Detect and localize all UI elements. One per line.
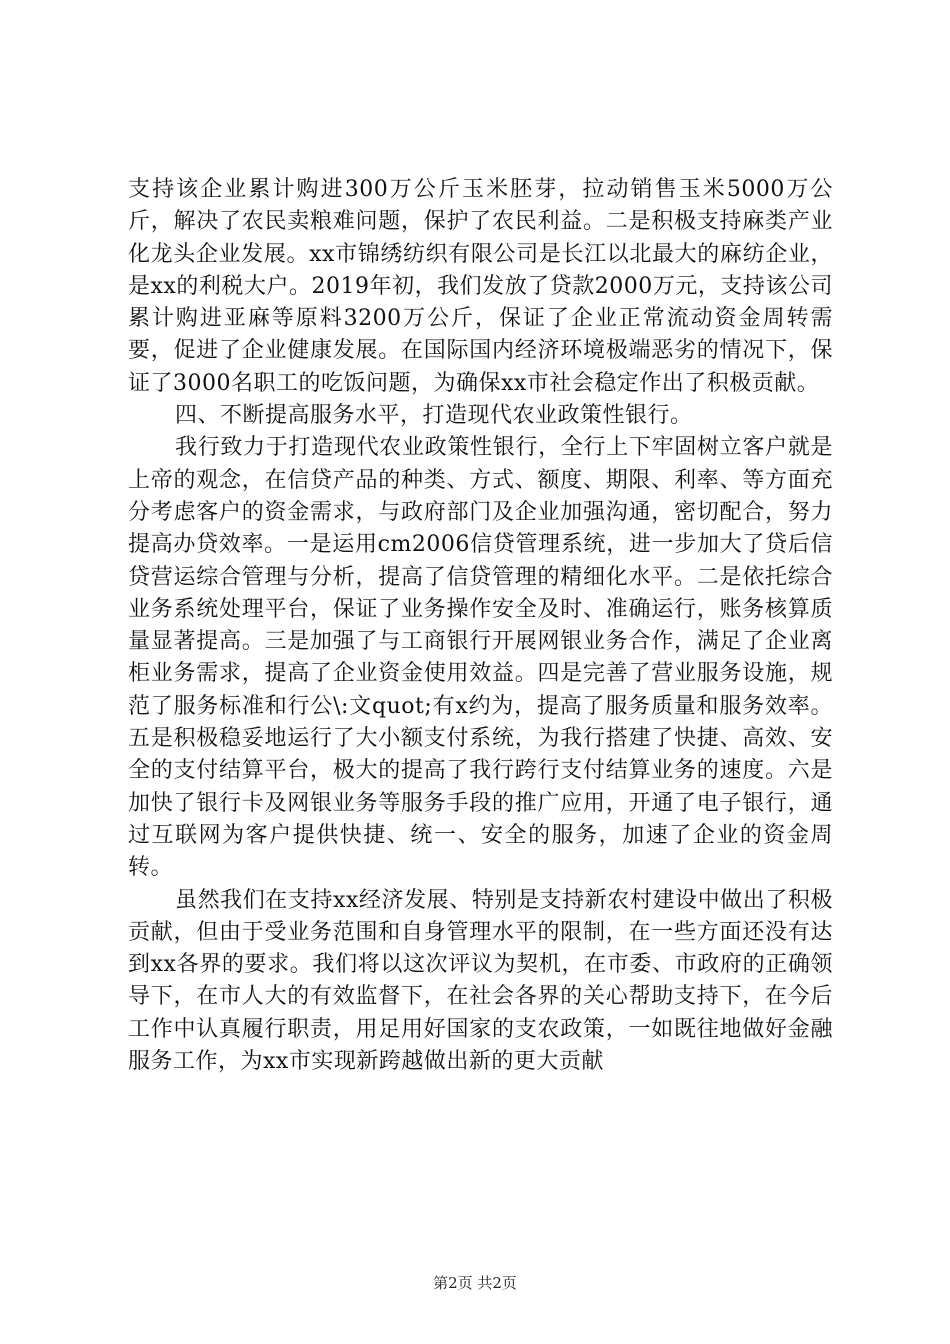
document-body	[128, 174, 833, 1078]
paragraph-continuation: 支持该企业累计购进300万公斤玉米胚芽，拉动销售玉米5000万公斤，解决了农民卖粮难问题，保护了农民利益。二是积极支持麻类产业化龙头企业发展。xx市锦绣纺织有限公司是长江以北最大的麻纺企业，是xx的利税大户。2019年初，我们发放了贷款2000万元，支持该公司累计购进亚麻等原料3200万公斤，保证了企业正常流动资金周转需要，促进了企业健康发展。在国际国内经济环境极端恶劣的情况下，保证了3000名职工的吃饭问题，为确保xx市社会稳定作出了积极贡献。	[128, 177, 833, 396]
page-footer: 第2页 共2页	[433, 1274, 517, 1292]
paragraph-service: 我行致力于打造现代农业政策性银行，全行上下牢固树立客户就是上帝的观念，在信贷产品的种类、方式、额度、期限、利率、等方面充分考虑客户的资金需求，与政府部门及企业加强沟通，密切配合，努力提高办贷效率。一是运用cm2006信贷管理系统，进一步加大了贷后信贷营运综合管理与分析，提高了信贷管理的精细化水平。二是依托综合业务系统处理平台，保证了业务操作安全及时、准确运行，账务核算质量显著提高。三是加强了与工商银行开展网银业务合作，满足了企业离柜业务需求，提高了企业资金使用效益。四是完善了营业服务设施，规范了服务标准和行公\:文quot;有x约为，提高了服务质量和服务效率。五是积极稳妥地运行了大小额支付系统，为我行搭建了快捷、高效、安全的支付结算平台，极大的提高了我行跨行支付结算业务的速度。六是加快了银行卡及网银业务等服务手段的推广应用，开通了电子银行，通过互联网为客户提供快捷、统一、安全的服务，加速了企业的资金周转。	[128, 435, 833, 881]
paragraph-conclusion: 虽然我们在支持xx经济发展、特别是支持新农村建设中做出了积极贡献，但由于受业务范围和自身管理水平的限制，在一些方面还没有达到xx各界的要求。我们将以这次评议为契机，在市委、市政府的正确领导下，在市人大的有效监督下，在社会各界的关心帮助支持下，在今后工作中认真履行职责，用足用好国家的支农政策，一如既往地做好金融服务工作，为xx市实现新跨越做出新的更大贡献	[128, 887, 833, 1075]
section-heading: 四、不断提高服务水平，打造现代农业政策性银行。	[175, 403, 693, 429]
